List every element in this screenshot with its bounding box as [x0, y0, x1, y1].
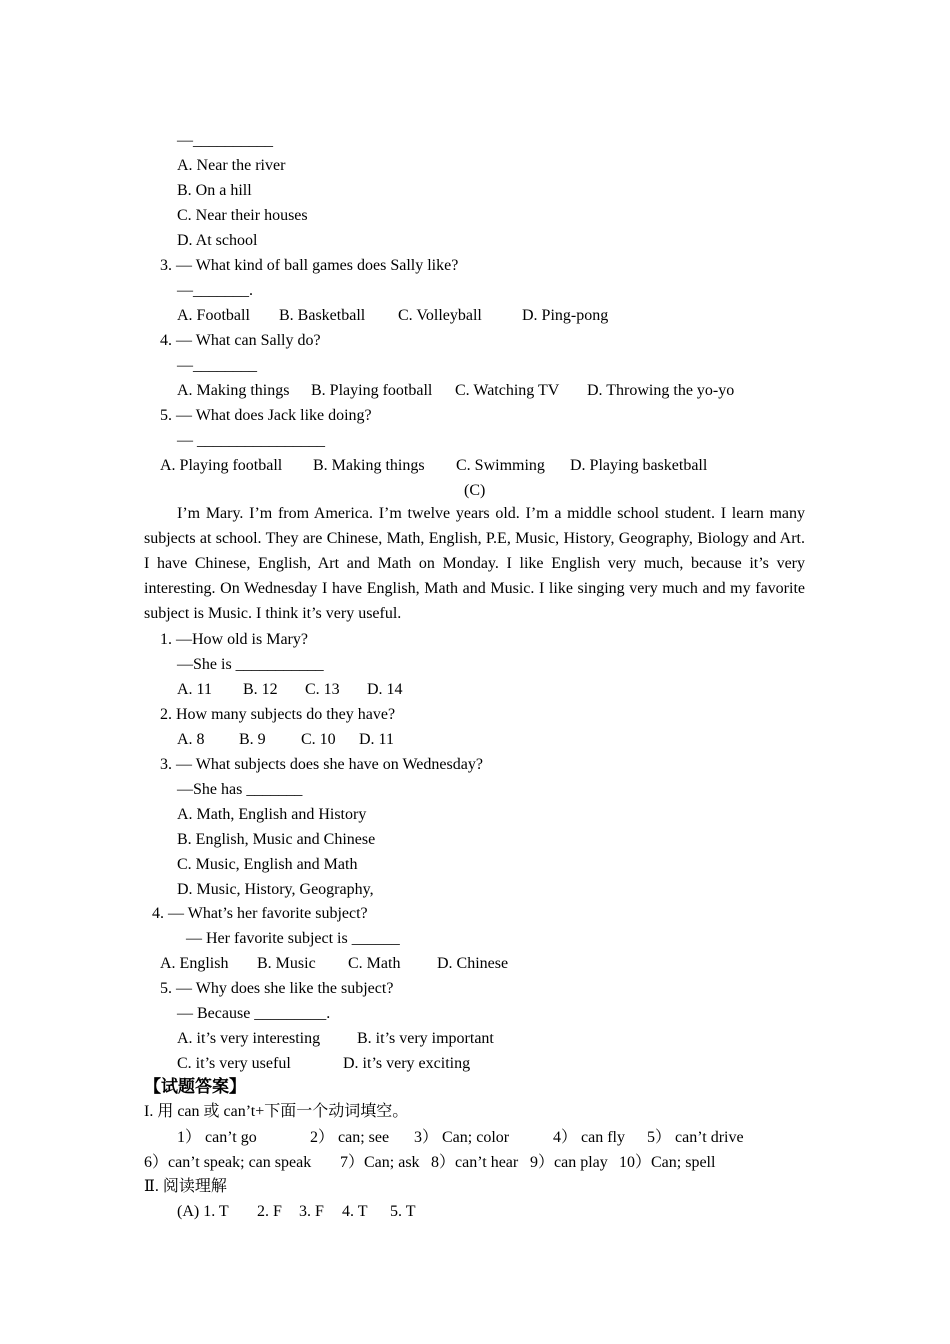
option: B. 9 [239, 731, 266, 748]
answer-item: 4. T [342, 1203, 368, 1220]
option: D. Playing basketball [570, 457, 708, 474]
answer-item: 2. F [257, 1203, 282, 1220]
option: B. Music [257, 955, 316, 972]
option: D. Ping-pong [522, 307, 609, 324]
answers-title: 【试题答案】 [144, 1077, 246, 1097]
answer-item: 10）Can; spell [619, 1154, 716, 1171]
option: A. Making things [177, 382, 290, 399]
answer-item: 6）can’t speak; can speak [144, 1154, 312, 1171]
answer-blank: —_______. [177, 282, 253, 299]
answer-blank: —She is ___________ [177, 656, 324, 673]
option: A. English [160, 955, 229, 972]
answer-item: 2） can; see [310, 1129, 390, 1146]
question: 2. How many subjects do they have? [160, 706, 396, 723]
option: D. Throwing the yo-yo [587, 382, 735, 399]
answer-blank: —She has _______ [177, 781, 303, 798]
option: A. it’s very interesting [177, 1030, 321, 1047]
option: B. English, Music and Chinese [177, 831, 376, 848]
option: D. At school [177, 232, 258, 249]
answer-blank: — ________________ [177, 432, 325, 449]
option: A. Playing football [160, 457, 283, 474]
option: A. Near the river [177, 157, 286, 174]
option: A. 8 [177, 731, 205, 748]
answer-item: 8）can’t hear [431, 1154, 519, 1171]
option: C. 13 [305, 681, 340, 698]
option: C. Swimming [456, 457, 545, 474]
answer-blank: —__________ [177, 132, 273, 149]
option: C. Music, English and Math [177, 856, 358, 873]
answer-item: (A) 1. T [177, 1203, 229, 1220]
answers-part2-heading: Ⅱ. 阅读理解 [144, 1178, 227, 1195]
answer-blank: —________ [177, 357, 257, 374]
option: D. 14 [367, 681, 403, 698]
answer-item: 5） can’t drive [647, 1129, 744, 1146]
answer-item: 7）Can; ask [340, 1154, 420, 1171]
option: D. Chinese [437, 955, 509, 972]
reading-passage: I’m Mary. I’m from America. I’m twelve years old. I’m a middle school student. I learn many subjects at school. They are Chinese, Math, English, P.E, Music, History, Geography, Biology and Art. I have Chinese, English, Art and Math on Monday. I like English very much, because it’s very interesting. On Wednesday I have English, Math and Music. I like singing very much and my favorite subject is Music. I think it’s very useful. [144, 505, 805, 622]
answer-blank: — Because _________. [177, 1005, 331, 1022]
answer-blank: — Her favorite subject is ______ [186, 930, 400, 947]
option: B. Basketball [279, 307, 366, 324]
question: 3. — What kind of ball games does Sally like? [160, 257, 459, 274]
option: D. Music, History, Geography, [177, 881, 374, 898]
option: B. 12 [243, 681, 278, 698]
answer-item: 5. T [390, 1203, 416, 1220]
option: C. Math [348, 955, 401, 972]
question: 4. — What’s her favorite subject? [152, 905, 368, 922]
question: 1. —How old is Mary? [160, 631, 308, 648]
option: D. it’s very exciting [343, 1055, 471, 1072]
answers-part1-heading: I. 用 can 或 can’t+下面一个动词填空。 [144, 1103, 409, 1120]
answer-item: 3. F [299, 1203, 324, 1220]
option: B. it’s very important [357, 1030, 494, 1047]
option: A. 11 [177, 681, 212, 698]
option: C. 10 [301, 731, 336, 748]
option: C. Watching TV [455, 382, 560, 399]
question: 3. — What subjects does she have on Wednesday? [160, 756, 483, 773]
option: A. Math, English and History [177, 806, 367, 823]
answer-item: 4） can fly [553, 1129, 625, 1146]
option: B. Making things [313, 457, 425, 474]
question: 5. — What does Jack like doing? [160, 407, 372, 424]
option: C. Near their houses [177, 207, 308, 224]
option: B. On a hill [177, 182, 252, 199]
section-heading: (C) [464, 482, 486, 499]
option: D. 11 [359, 731, 394, 748]
answer-item: 9）can play [530, 1154, 608, 1171]
answer-item: 3） Can; color [414, 1129, 510, 1146]
option: C. Volleyball [398, 307, 482, 324]
option: B. Playing football [311, 382, 433, 399]
answer-item: 1） can’t go [177, 1129, 257, 1146]
option: C. it’s very useful [177, 1055, 291, 1072]
question: 5. — Why does she like the subject? [160, 980, 394, 997]
option: A. Football [177, 307, 250, 324]
question: 4. — What can Sally do? [160, 332, 321, 349]
